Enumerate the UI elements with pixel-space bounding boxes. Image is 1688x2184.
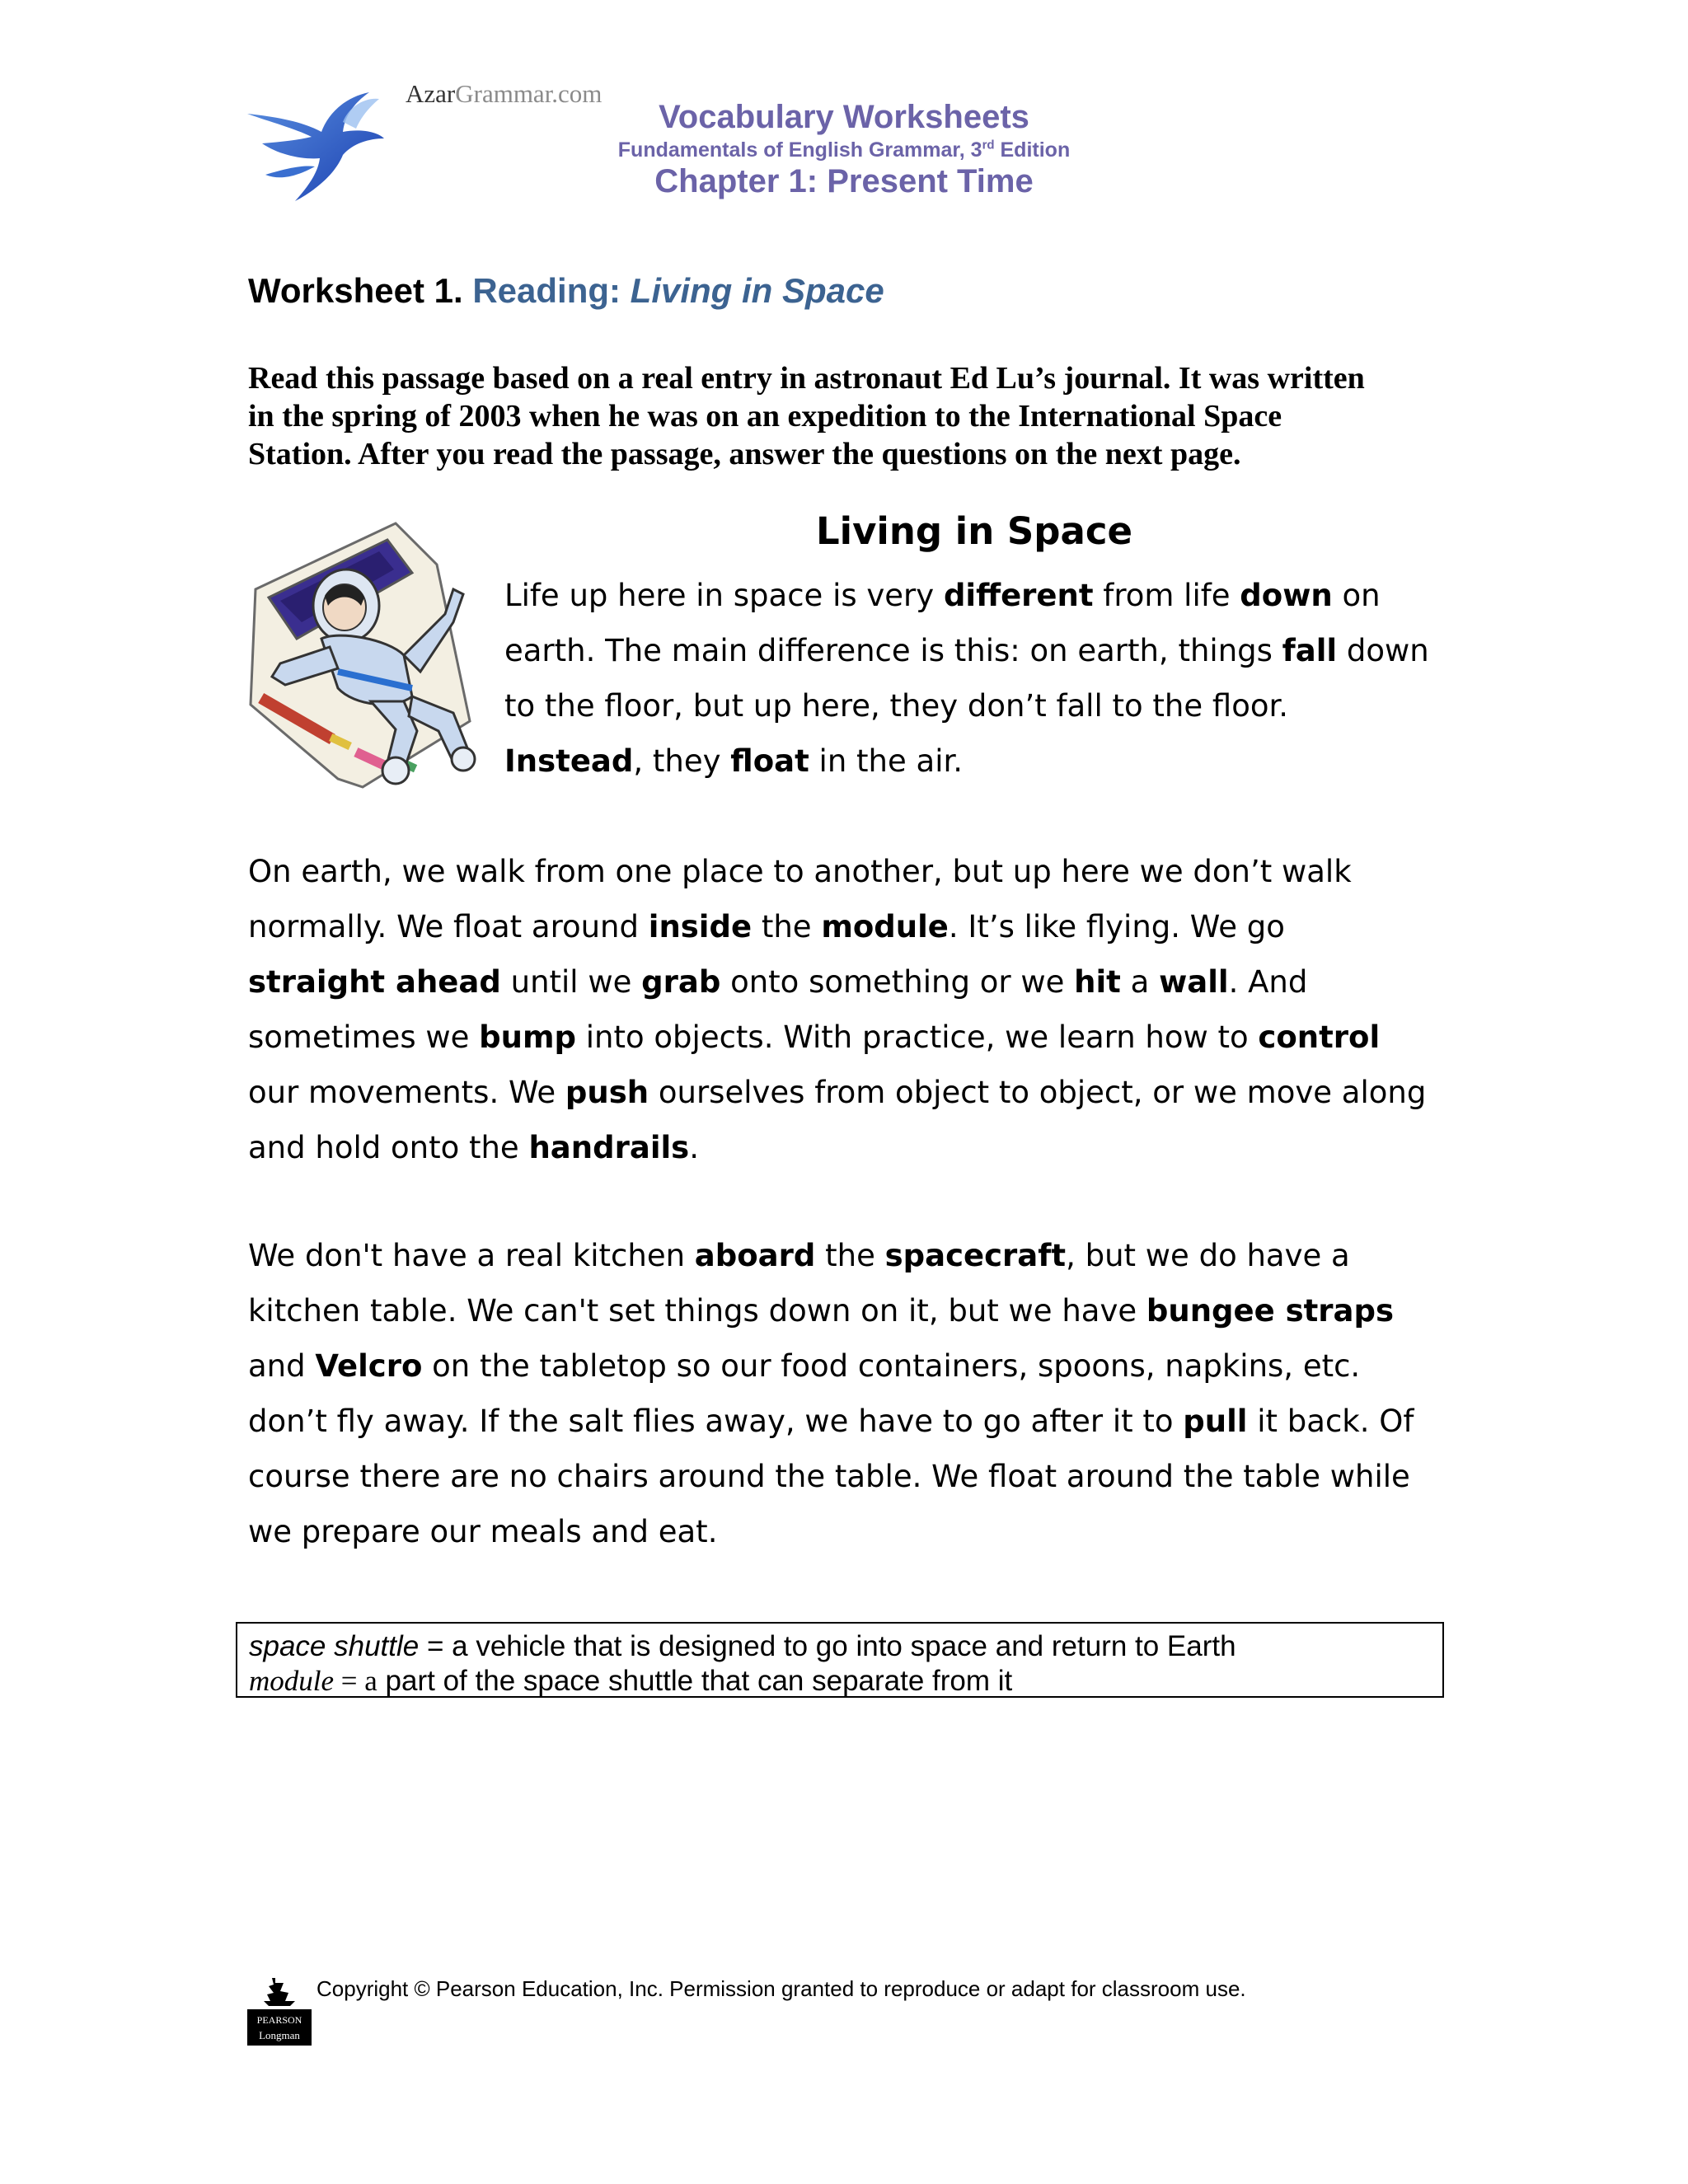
- story-text: normally. We float around: [248, 909, 649, 944]
- story-text: .: [689, 1130, 699, 1165]
- story-paragraph-3: [248, 1228, 1414, 1559]
- story-text: course there are no chairs around the table. We float around the table while: [248, 1459, 1410, 1494]
- story-text: in the air.: [809, 743, 964, 779]
- story-text: and hold onto the: [248, 1130, 529, 1165]
- header-subtitle: [0, 138, 1688, 162]
- vocabulary-word: hit: [1074, 964, 1121, 1000]
- glossary-entry: [249, 1665, 1012, 1698]
- story-text: until we: [500, 964, 642, 1000]
- pearson-longman-logo: [247, 1975, 312, 2046]
- story-text: on: [1332, 578, 1381, 613]
- header-subtitle-edition: Edition: [994, 138, 1071, 162]
- story-text: down: [1337, 633, 1429, 668]
- astronaut-illustration: [247, 515, 480, 795]
- vocabulary-word: wall: [1159, 964, 1229, 1000]
- story-text: On earth, we walk from one place to another, but up here we don’t walk: [248, 854, 1352, 889]
- story-line: [248, 1504, 1414, 1559]
- vocabulary-word: different: [943, 578, 1094, 613]
- vocabulary-word: handrails: [528, 1130, 690, 1165]
- story-line: [248, 1228, 1414, 1283]
- story-text: sometimes we: [248, 1019, 480, 1055]
- story-paragraph-2: [248, 844, 1426, 1175]
- instructions-line: Read this passage based on a real entry in astronaut Ed Lu’s journal. It was written: [248, 361, 1365, 396]
- vocabulary-word: inside: [648, 909, 753, 944]
- story-text: into objects. With practice, we learn how to: [576, 1019, 1259, 1055]
- vocabulary-word: bump: [479, 1019, 577, 1055]
- copyright-notice: Copyright © Pearson Education, Inc. Permission granted to reproduce or adapt for classroom use.: [316, 1976, 1246, 2001]
- story-text: earth. The main difference is this: on earth, things: [504, 633, 1282, 668]
- story-text: we prepare our meals and eat.: [248, 1514, 718, 1549]
- story-text: ourselves from object to object, or we move along: [649, 1075, 1427, 1110]
- story-line: [248, 899, 1426, 954]
- glossary-box: [236, 1622, 1444, 1698]
- story-line: [504, 568, 1429, 623]
- story-text: to the floor, but up here, they don’t fall to the floor.: [504, 688, 1289, 724]
- story-text: kitchen table. We can't set things down on it, but we have: [248, 1293, 1146, 1329]
- site-name-azar: Azar: [406, 79, 456, 108]
- glossary-equals: =: [419, 1630, 452, 1662]
- worksheet-title: [248, 271, 884, 311]
- story-text: . It’s like flying. We go: [948, 909, 1285, 944]
- story-text: , but we do have a: [1066, 1238, 1350, 1273]
- vocabulary-word: Velcro: [315, 1348, 423, 1384]
- pearson-logo-text: PEARSON: [256, 2014, 302, 2026]
- story-paragraph-1: [504, 568, 1429, 789]
- story-text: , they: [633, 743, 731, 779]
- story-text: don’t fly away. If the salt flies away, we have to go after it to: [248, 1404, 1184, 1439]
- worksheet-label: Worksheet 1.: [248, 271, 473, 310]
- glossary-term: module: [249, 1665, 335, 1697]
- instructions: [248, 359, 1451, 473]
- story-line: [504, 733, 1429, 789]
- story-text: Life up here in space is very: [504, 578, 944, 613]
- glossary-term: space shuttle: [249, 1630, 420, 1662]
- header-chapter: Chapter 1: Present Time: [654, 163, 1034, 199]
- story-line: [248, 1283, 1414, 1338]
- story-line: [248, 1338, 1414, 1394]
- story-text: the: [815, 1238, 885, 1273]
- glossary-definition: a vehicle that is designed to go into space and return to Earth: [452, 1630, 1236, 1662]
- story-text: and: [248, 1348, 316, 1384]
- story-line: [248, 954, 1426, 1010]
- vocabulary-word: grab: [641, 964, 721, 1000]
- header-title: Vocabulary Worksheets: [659, 99, 1029, 135]
- vocabulary-word: pull: [1183, 1404, 1248, 1439]
- vocabulary-word: spacecraft: [884, 1238, 1067, 1273]
- story-text: a: [1120, 964, 1160, 1000]
- vocabulary-word: push: [565, 1075, 649, 1110]
- story-text: it back. Of: [1247, 1404, 1414, 1439]
- vocabulary-word: float: [730, 743, 809, 779]
- vocabulary-word: fall: [1282, 633, 1338, 668]
- story-text: We don't have a real kitchen: [248, 1238, 695, 1273]
- story-line: [504, 678, 1429, 733]
- story-line: [248, 1120, 1426, 1175]
- story-text: our movements. We: [248, 1075, 565, 1110]
- story-text: from life: [1093, 578, 1240, 613]
- worksheet-reading-label: Reading:: [472, 271, 631, 310]
- story-line: [248, 1449, 1414, 1504]
- header-subtitle-main: Fundamentals of English Grammar, 3: [617, 138, 982, 162]
- worksheet-reading-title: Living in Space: [630, 271, 884, 310]
- story-title: Living in Space: [816, 509, 1133, 553]
- story-text: . And: [1228, 964, 1308, 1000]
- vocabulary-word: module: [821, 909, 949, 944]
- story-text: onto something or we: [720, 964, 1075, 1000]
- vocabulary-word: down: [1240, 578, 1333, 613]
- story-line: [248, 1394, 1414, 1449]
- story-text: on the tabletop so our food containers, spoons, napkins, etc.: [422, 1348, 1361, 1384]
- site-name-grammar: Grammar.com: [455, 79, 603, 108]
- instructions-line: Station. After you read the passage, answer the questions on the next page.: [248, 437, 1241, 471]
- story-line: [248, 1010, 1426, 1065]
- vocabulary-word: bungee straps: [1146, 1293, 1395, 1329]
- vocabulary-word: Instead: [504, 743, 634, 779]
- vocabulary-word: control: [1258, 1019, 1381, 1055]
- glossary-equals: = a: [334, 1665, 377, 1697]
- story-line: [248, 844, 1426, 899]
- story-line: [248, 1065, 1426, 1120]
- instructions-line: in the spring of 2003 when he was on an expedition to the International Space: [248, 399, 1282, 434]
- vocabulary-word: straight ahead: [248, 964, 501, 1000]
- glossary-definition: part of the space shuttle that can separate from it: [377, 1665, 1013, 1697]
- glossary-entry: [249, 1630, 1236, 1663]
- story-line: [504, 623, 1429, 678]
- longman-logo-text: Longman: [259, 2029, 300, 2041]
- vocabulary-word: aboard: [694, 1238, 816, 1273]
- header-subtitle-ordinal: rd: [982, 138, 995, 152]
- story-text: the: [752, 909, 822, 944]
